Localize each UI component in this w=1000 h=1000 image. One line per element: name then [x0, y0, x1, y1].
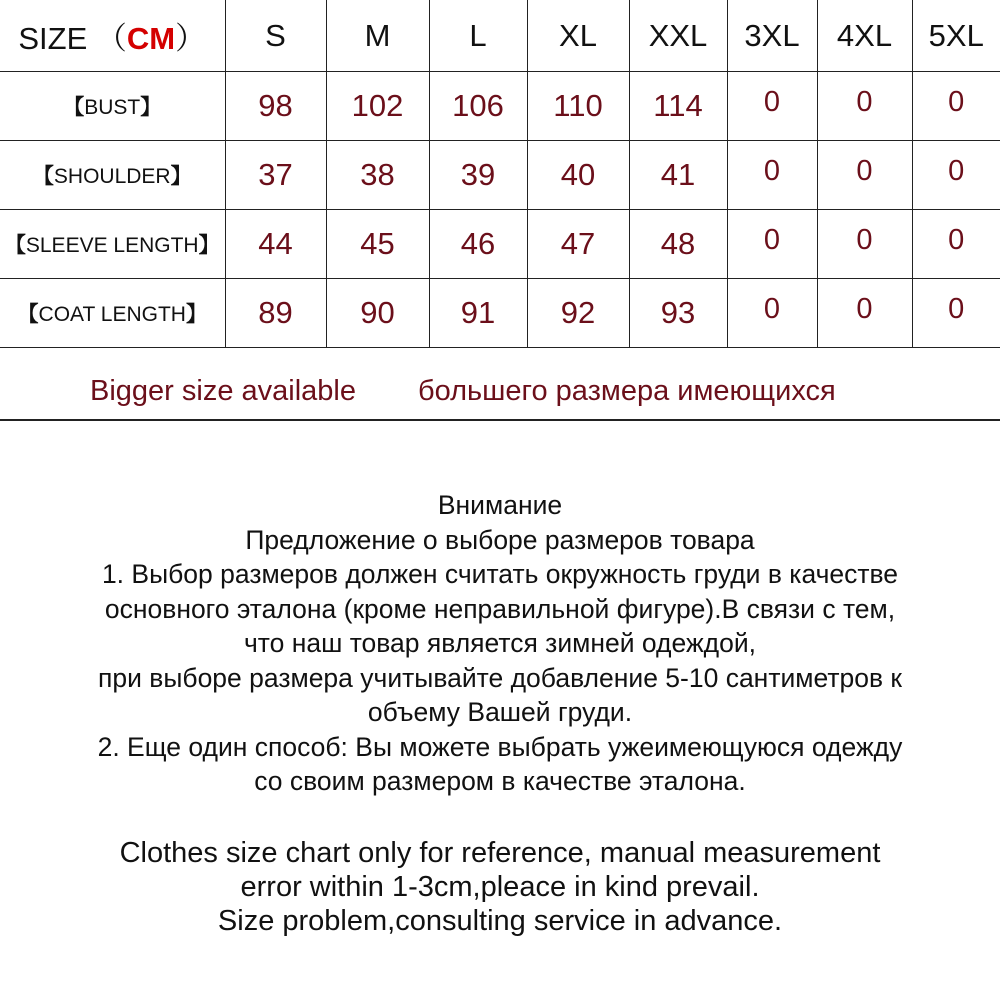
size-header-xl: XL: [527, 0, 629, 72]
row-label-shoulder: 【SHOULDER】: [0, 141, 225, 210]
sizing-notes-russian: [0, 488, 1000, 799]
notes-line: при выборе размера учитывайте добавление 5-10 сантиметров к: [98, 662, 902, 693]
table-cell: 39: [429, 141, 527, 210]
table-cell: 47: [527, 210, 629, 279]
row-label-coat-length: 【COAT LENGTH】: [0, 279, 225, 348]
notes-line: объему Вашей груди.: [367, 697, 633, 727]
size-header-xxl: XXL: [629, 0, 727, 72]
size-header-l: L: [429, 0, 527, 72]
table-row-bust: [0, 72, 1000, 141]
table-row-coat-length: [0, 279, 1000, 348]
size-header-row: [0, 0, 1000, 72]
unit-open-paren: （: [95, 21, 127, 56]
bigger-size-footer: [0, 353, 1000, 421]
table-cell: 0: [727, 68, 817, 137]
table-cell: 98: [225, 72, 326, 141]
row-label-bust: 【BUST】: [0, 72, 225, 141]
table-cell: 37: [225, 141, 326, 210]
table-cell: 0: [727, 137, 817, 206]
table-cell: 0: [912, 68, 1000, 137]
table-cell: 0: [727, 206, 817, 275]
table-cell: 90: [326, 279, 429, 348]
notes-line: со своим размером в качестве эталона.: [254, 766, 746, 796]
english-note-line: Clothes size chart only for reference, manual measurement: [119, 837, 881, 869]
size-unit-header: [0, 0, 225, 72]
sizing-notes-english: [0, 836, 1000, 938]
bigger-size-russian: большего размера имеющихся: [418, 375, 836, 407]
size-header-4xl: 4XL: [817, 0, 912, 72]
table-cell: 44: [225, 210, 326, 279]
notes-line: основного эталона (кроме неправильной фигуре).В связи с тем,: [104, 593, 896, 624]
table-cell: 0: [817, 137, 912, 206]
notes-line: 2. Еще один способ: Вы можете выбрать ужеимеющуюся одежду: [97, 731, 903, 762]
table-cell: 89: [225, 279, 326, 348]
table-cell: 0: [817, 275, 912, 344]
size-label: SIZE: [18, 21, 88, 56]
table-cell: 92: [527, 279, 629, 348]
notes-subheading: Предложение о выборе размеров товара: [245, 524, 755, 555]
table-row-shoulder: [0, 141, 1000, 210]
table-cell: 110: [527, 72, 629, 141]
table-cell: 46: [429, 210, 527, 279]
table-cell: 0: [817, 206, 912, 275]
table-cell: 0: [912, 275, 1000, 344]
table-cell: 91: [429, 279, 527, 348]
size-header-5xl: 5XL: [912, 0, 1000, 72]
table-cell: 45: [326, 210, 429, 279]
table-cell: 93: [629, 279, 727, 348]
row-label-sleeve-length: 【SLEEVE LENGTH】: [0, 210, 225, 279]
size-header-m: M: [326, 0, 429, 72]
unit-label: CM: [126, 21, 176, 56]
notes-heading: Внимание: [437, 490, 563, 520]
size-header-3xl: 3XL: [727, 0, 817, 72]
table-cell: 38: [326, 141, 429, 210]
bigger-size-english: Bigger size available: [90, 375, 356, 407]
english-note-line: error within 1-3cm,pleace in kind prevail.: [240, 871, 760, 903]
size-chart-table: [0, 0, 1000, 348]
table-cell: 0: [817, 68, 912, 137]
size-header-s: S: [225, 0, 326, 72]
table-cell: 0: [727, 275, 817, 344]
table-cell: 41: [629, 141, 727, 210]
table-cell: 114: [629, 72, 727, 141]
unit-close-paren: ）: [175, 21, 207, 56]
notes-line: что наш товар является зимней одеждой,: [243, 628, 757, 658]
table-cell: 0: [912, 206, 1000, 275]
english-note-line: Size problem,consulting service in advance.: [217, 905, 783, 937]
table-cell: 48: [629, 210, 727, 279]
table-cell: 40: [527, 141, 629, 210]
table-cell: 0: [912, 137, 1000, 206]
notes-line: 1. Выбор размеров должен считать окружность груди в качестве: [101, 559, 899, 589]
table-cell: 106: [429, 72, 527, 141]
table-row-sleeve-length: [0, 210, 1000, 279]
table-cell: 102: [326, 72, 429, 141]
